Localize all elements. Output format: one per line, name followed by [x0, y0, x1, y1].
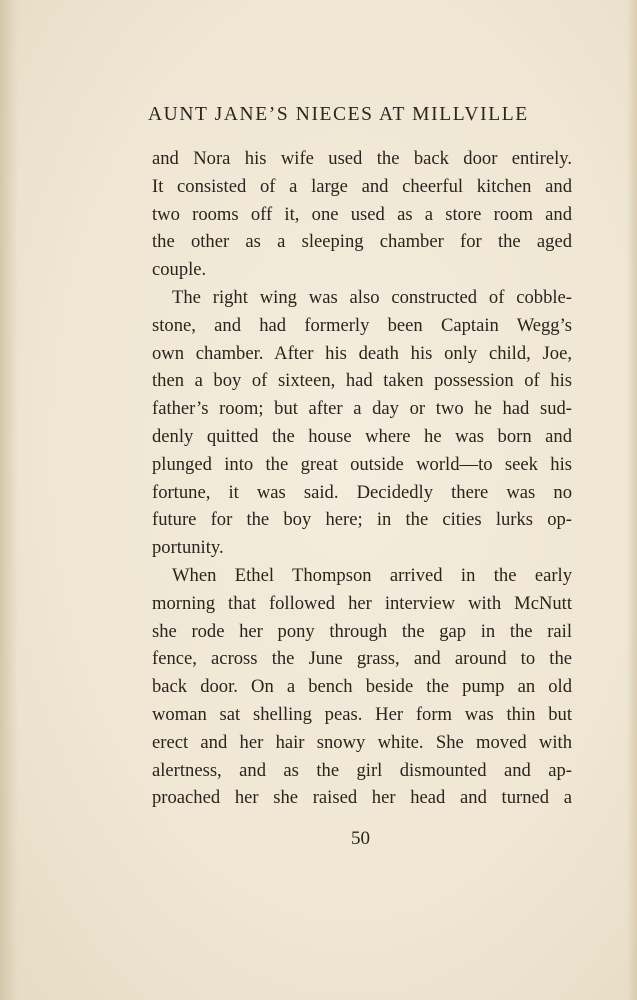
text-line: alertness, and as the girl dismounted and ap-: [152, 759, 572, 781]
text-line: fence, across the June grass, and around to the: [152, 648, 572, 670]
text-line: plunged into the great outside world—to seek his: [152, 453, 572, 475]
text-line: then a boy of sixteen, had taken possession of his: [152, 370, 572, 392]
text-line: erect and her hair snowy white. She moved with: [152, 731, 572, 753]
text-line: fortune, it was said. Decidedly there was no: [152, 481, 572, 503]
text-line: two rooms off it, one used as a store room and: [152, 203, 572, 225]
text-line: The right wing was also constructed of cobble-: [172, 286, 572, 308]
text-line: woman sat shelling peas. Her form was thin but: [152, 703, 572, 725]
text-line: morning that followed her interview with McNutt: [152, 592, 572, 614]
text-line: denly quitted the house where he was born and: [152, 425, 572, 447]
text-line: and Nora his wife used the back door entirely.: [152, 148, 572, 169]
spine-shadow: [0, 0, 18, 1000]
body-text: [152, 145, 572, 812]
paragraph: [152, 562, 572, 812]
running-head: AUNT JANE’S NIECES AT MILLVILLE: [148, 104, 529, 125]
text-line: proached her she raised her head and turned a: [152, 787, 572, 809]
text-line: stone, and had formerly been Captain Wegg’s: [152, 314, 572, 336]
text-line: own chamber. After his death his only child, Joe,: [152, 342, 572, 364]
text-line: father’s room; but after a day or two he had sud-: [152, 398, 572, 420]
text-line: she rode her pony through the gap in the rail: [152, 620, 572, 642]
paragraph: [152, 145, 572, 284]
text-line: future for the boy here; in the cities lurks op-: [152, 509, 572, 531]
page-edge: [627, 0, 637, 1000]
text-line: the other as a sleeping chamber for the aged: [152, 231, 572, 253]
text-line: back door. On a bench beside the pump an old: [152, 676, 572, 698]
text-line: couple.: [152, 259, 207, 281]
text-line: It consisted of a large and cheerful kitchen and: [152, 175, 572, 197]
text-line: When Ethel Thompson arrived in the early: [172, 564, 572, 586]
page-number: 50: [351, 828, 370, 849]
text-line: portunity.: [152, 537, 224, 559]
paragraph: [152, 284, 572, 562]
